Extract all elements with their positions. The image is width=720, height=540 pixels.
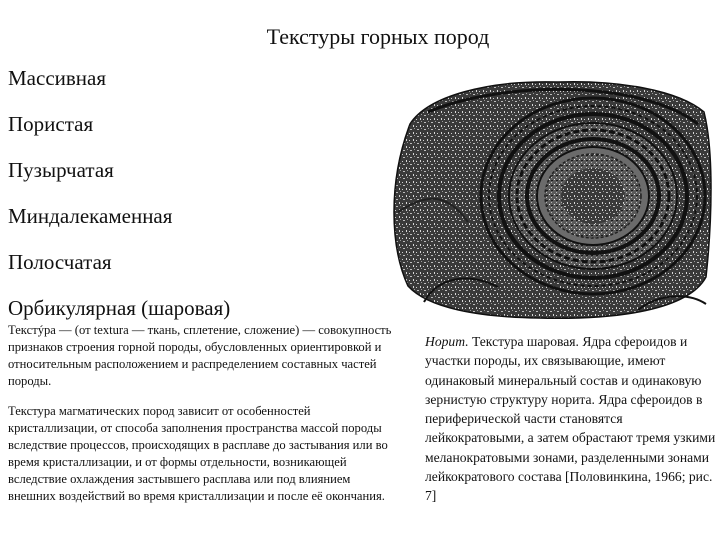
texture-item-orbicular: Орбикулярная (шаровая): [8, 296, 231, 320]
texture-item-massive: Массивная: [8, 66, 107, 90]
figure-caption: [425, 332, 717, 506]
caption-text: Текстура шаровая. Ядра сфероидов и участки породы, их связывающие, имеют одинаковый минеральный состав и одинаковую зернистую структуру норита. Ядра сфероидов в периферической части становятся лейкократовыми, а затем обрастают тремя узкими меланократовыми зонами, разделенными зонами лейкократового состава [Половинкина, 1966; рис. 7]: [425, 334, 716, 504]
page-title-text: Текстуры горных пород: [266, 24, 490, 49]
page-title: [0, 24, 720, 50]
orbicular-norite-image: [388, 72, 714, 320]
texture-item-vesicular: Пузырчатая: [8, 158, 114, 182]
texture-item-banded: Полосчатая: [8, 250, 112, 274]
caption-rock-name: Норит.: [425, 334, 469, 349]
texture-list: [8, 64, 230, 340]
texture-item-amygdaloidal: Миндалекаменная: [8, 204, 173, 228]
texture-item-porous: Пористая: [8, 112, 94, 136]
magmatic-texture-paragraph: Текстура магматических пород зависит от особенностей кристаллизации, от способа заполнения пространства массой породы вследствие процессов, происходящих в расплаве до застывания или во время кристаллизации, и от формы отдельности, возникающей вследствие охлаждения застывшего расплава или под влиянием внешних воздействий во время кристаллизации и после её окончания.: [8, 404, 388, 503]
texture-definition-paragraph: Текстýра — (от textura — ткань, сплетение, сложение) — совокупность признаков строения горной породы, обусловленных ориентировкой и относительным расположением и распределением составных частей породы.: [8, 323, 392, 388]
